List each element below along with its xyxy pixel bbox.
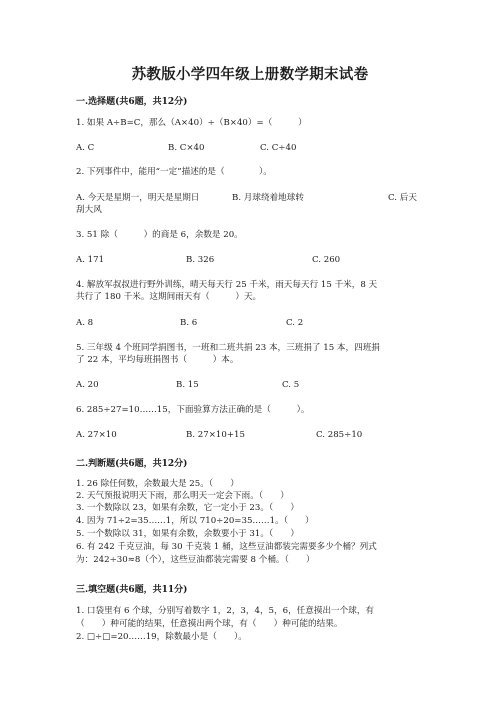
q5-option-b: B. 15 — [176, 380, 199, 390]
judge-6-line-2: 为：242÷30≈8（个），这些豆油都装完需要 8 个桶。（ ） — [76, 555, 315, 565]
section-heading-judge: 二.判断题(共6题，共12分) — [76, 459, 188, 469]
q5-option-a: A. 20 — [76, 380, 99, 390]
question-5-line-1: 5. 三年级 4 个班同学捐图书，一班和二班共捐 23 本，三班捐了 15 本，四班捐 — [76, 343, 380, 353]
q1-option-b: B. C×40 — [168, 143, 205, 153]
section-heading-fill: 三.填空题(共6题，共11分) — [76, 585, 188, 595]
judge-5: 5. 一个数除以 31，如果有余数，余数要小于 31。（ ） — [76, 529, 300, 539]
question-4-line-1: 4. 解放军叔叔进行野外训练，晴天每天行 25 千米，雨天每天行 15 千米，8 天 — [76, 280, 378, 290]
q5-option-c: C. 5 — [282, 380, 300, 390]
judge-2: 2. 天气预报说明天下雨，那么明天一定会下雨。（ ） — [76, 491, 289, 501]
q2-option-a: A. 今天是星期一，明天是星期日 — [76, 193, 200, 203]
judge-6-line-1: 6. 有 242 千克豆油，每 30 千克装 1 桶，这些豆油都装完需要多少个桶？列式 — [76, 542, 377, 552]
q6-option-b: B. 27×10+15 — [186, 430, 245, 440]
question-6: 6. 285÷27=10……15，下面验算方法正确的是（ ）。 — [76, 405, 310, 415]
q3-option-b: B. 326 — [186, 255, 215, 265]
question-2: 2. 下列事件中，能用“一定”描述的是（ ）。 — [76, 167, 272, 177]
q4-option-b: B. 6 — [180, 318, 198, 328]
judge-1: 1. 26 除任何数，余数最大是 25。（ ） — [76, 479, 239, 489]
q2-option-c-continued: 刮大风 — [76, 205, 102, 215]
judge-3: 3. 一个数除以 23，如果有余数，它一定小于 23。（ ） — [76, 503, 300, 513]
fill-2: 2. □÷□=20……19，除数最小是（ ）。 — [76, 632, 247, 642]
q1-option-c: C. C÷40 — [260, 143, 297, 153]
question-1: 1. 如果 A÷B=C，那么（A×40）÷（B×40）=（ ） — [76, 118, 307, 128]
q3-option-a: A. 171 — [76, 255, 105, 265]
judge-4: 4. 因为 71÷2=35……1，所以 710÷20=35……1。（ ） — [76, 516, 314, 526]
q1-option-a: A. C — [76, 143, 95, 153]
fill-1-line-1: 1. 口袋里有 6 个球，分别写着数字 1，2，3，4，5，6，任意摸出一个球，有 — [76, 606, 375, 616]
question-5-line-2: 了 22 本，平均每班捐图书（ ）本。 — [76, 355, 239, 365]
page-title: 苏教版小学四年级上册数学期末试卷 — [131, 66, 369, 83]
q4-option-a: A. 8 — [76, 318, 94, 328]
q3-option-c: C. 260 — [312, 255, 341, 265]
q2-option-c: C. 后天 — [388, 193, 417, 203]
q2-option-b: B. 月球绕着地球转 — [232, 193, 304, 203]
q4-option-c: C. 2 — [286, 318, 304, 328]
question-3: 3. 51 除（ ）的商是 6，余数是 20。 — [76, 230, 243, 240]
section-heading-choice: 一.选择题(共6题，共12分) — [76, 97, 188, 107]
fill-1-line-2: （ ）种可能的结果，任意摸出两个球，有（ ）种可能的结果。 — [76, 619, 343, 629]
q6-option-a: A. 27×10 — [76, 430, 117, 440]
q6-option-c: C. 285÷10 — [316, 430, 363, 440]
question-4-line-2: 共行了 180 千米。这期间雨天有（ ）天。 — [76, 292, 262, 302]
